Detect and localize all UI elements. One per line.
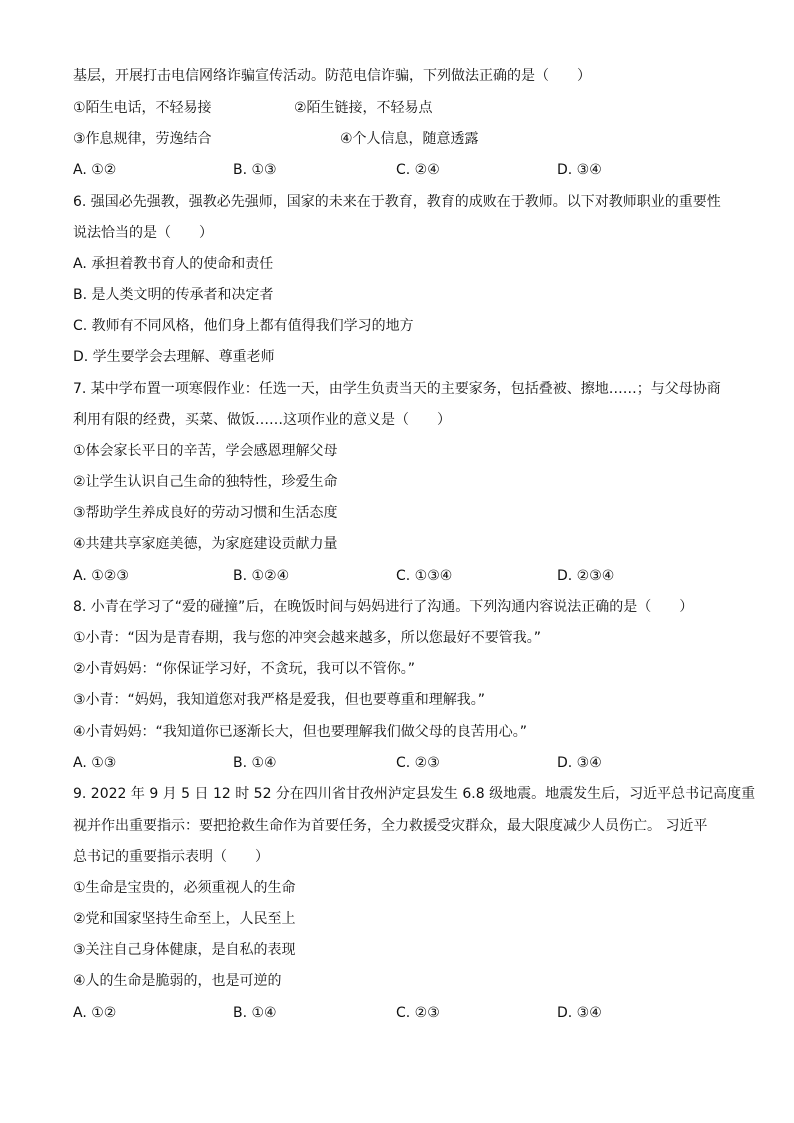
- q7-option-a[interactable]: A. ①②③: [73, 568, 129, 584]
- q5-item-2: ②陌生链接，不轻易点: [294, 100, 433, 116]
- q5-item-1: ①陌生电话，不轻易接: [73, 100, 212, 116]
- q6-option-a[interactable]: A. 承担着教书育人的使命和责任: [73, 256, 274, 272]
- q5-option-c[interactable]: C. ②④: [396, 162, 440, 178]
- q9-option-c[interactable]: C. ②③: [396, 1005, 440, 1021]
- q5-option-a[interactable]: A. ①②: [73, 162, 117, 178]
- q7-option-d[interactable]: D. ②③④: [557, 568, 615, 584]
- q9-stem-line1: 9. 2022 年 9 月 5 日 12 时 52 分在四川省甘孜州泸定县发生 6.8 级地震。地震发生后，习近平总书记高度重: [73, 786, 756, 802]
- q6-stem-line2: 说法恰当的是（ ）: [73, 225, 213, 241]
- q5-options: [73, 160, 733, 180]
- q9-item-1: ①生命是宝贵的，必须重视人的生命: [73, 880, 296, 896]
- q7-item-1: ①体会家长平日的辛苦，学会感恩理解父母: [73, 443, 338, 459]
- q5-item-3: ③作息规律，劳逸结合: [73, 131, 212, 147]
- q9-item-4: ④人的生命是脆弱的，也是可逆的: [73, 973, 282, 989]
- q6-option-b[interactable]: B. 是人类文明的传承者和决定者: [73, 287, 274, 303]
- q8-item-2: ②小青妈妈：“你保证学习好，不贪玩，我可以不管你。”: [73, 661, 416, 677]
- q5-stem: 基层，开展打击电信网络诈骗宣传活动。防范电信诈骗，下列做法正确的是（ ）: [73, 68, 591, 84]
- q8-option-b[interactable]: B. ①④: [233, 755, 277, 771]
- q5-items-row2: [73, 129, 733, 149]
- q8-options: [73, 753, 733, 773]
- q8-option-a[interactable]: A. ①③: [73, 755, 117, 771]
- q8-option-d[interactable]: D. ③④: [557, 755, 602, 771]
- q7-item-2: ②让学生认识自己生命的独特性，珍爱生命: [73, 474, 338, 490]
- q9-option-b[interactable]: B. ①④: [233, 1005, 277, 1021]
- q9-options: [73, 1003, 733, 1023]
- q9-item-2: ②党和国家坚持生命至上，人民至上: [73, 911, 296, 927]
- q7-options: [73, 566, 733, 586]
- q9-stem-line3: 总书记的重要指示表明（ ）: [73, 849, 269, 865]
- q8-option-c[interactable]: C. ②③: [396, 755, 440, 771]
- q9-option-d[interactable]: D. ③④: [557, 1005, 602, 1021]
- q7-option-b[interactable]: B. ①②④: [233, 568, 290, 584]
- q5-option-d[interactable]: D. ③④: [557, 162, 602, 178]
- q6-option-d[interactable]: D. 学生要学会去理解、尊重老师: [73, 349, 275, 365]
- q9-option-a[interactable]: A. ①②: [73, 1005, 117, 1021]
- q9-item-3: ③关注自己身体健康，是自私的表现: [73, 942, 296, 958]
- q8-item-4: ④小青妈妈：“我知道你已逐渐长大，但也要理解我们做父母的良苦用心。”: [73, 724, 528, 740]
- q9-stem-line2: 视并作出重要指示：要把抢救生命作为首要任务，全力救援受灾群众，最大限度减少人员伤亡。 习近平: [73, 818, 708, 834]
- q7-stem-line2: 利用有限的经费，买菜、做饭……这项作业的意义是（ ）: [73, 412, 451, 428]
- q6-stem-line1: 6. 强国必先强教，强教必先强师，国家的未来在于教育，教育的成败在于教师。以下对教师职业的重要性: [73, 194, 721, 210]
- q7-option-c[interactable]: C. ①③④: [396, 568, 453, 584]
- q5-items-row1: [73, 98, 733, 118]
- q7-item-3: ③帮助学生养成良好的劳动习惯和生活态度: [73, 505, 338, 521]
- q7-stem-line1: 7. 某中学布置一项寒假作业：任选一天，由学生负责当天的主要家务，包括叠被、擦地……；与父母协商: [73, 381, 721, 397]
- q8-item-1: ①小青：“因为是青春期，我与您的冲突会越来越多，所以您最好不要管我。”: [73, 630, 542, 646]
- q5-item-4: ④个人信息，随意透露: [340, 131, 479, 147]
- q5-option-b[interactable]: B. ①③: [233, 162, 277, 178]
- q8-stem: 8. 小青在学习了“爱的碰撞”后，在晚饭时间与妈妈进行了沟通。下列沟通内容说法正确的是（ ）: [73, 599, 694, 615]
- q6-option-c[interactable]: C. 教师有不同风格，他们身上都有值得我们学习的地方: [73, 318, 414, 334]
- q8-item-3: ③小青：“妈妈，我知道您对我严格是爱我，但也要尊重和理解我。”: [73, 692, 486, 708]
- q7-item-4: ④共建共享家庭美德，为家庭建设贡献力量: [73, 536, 338, 552]
